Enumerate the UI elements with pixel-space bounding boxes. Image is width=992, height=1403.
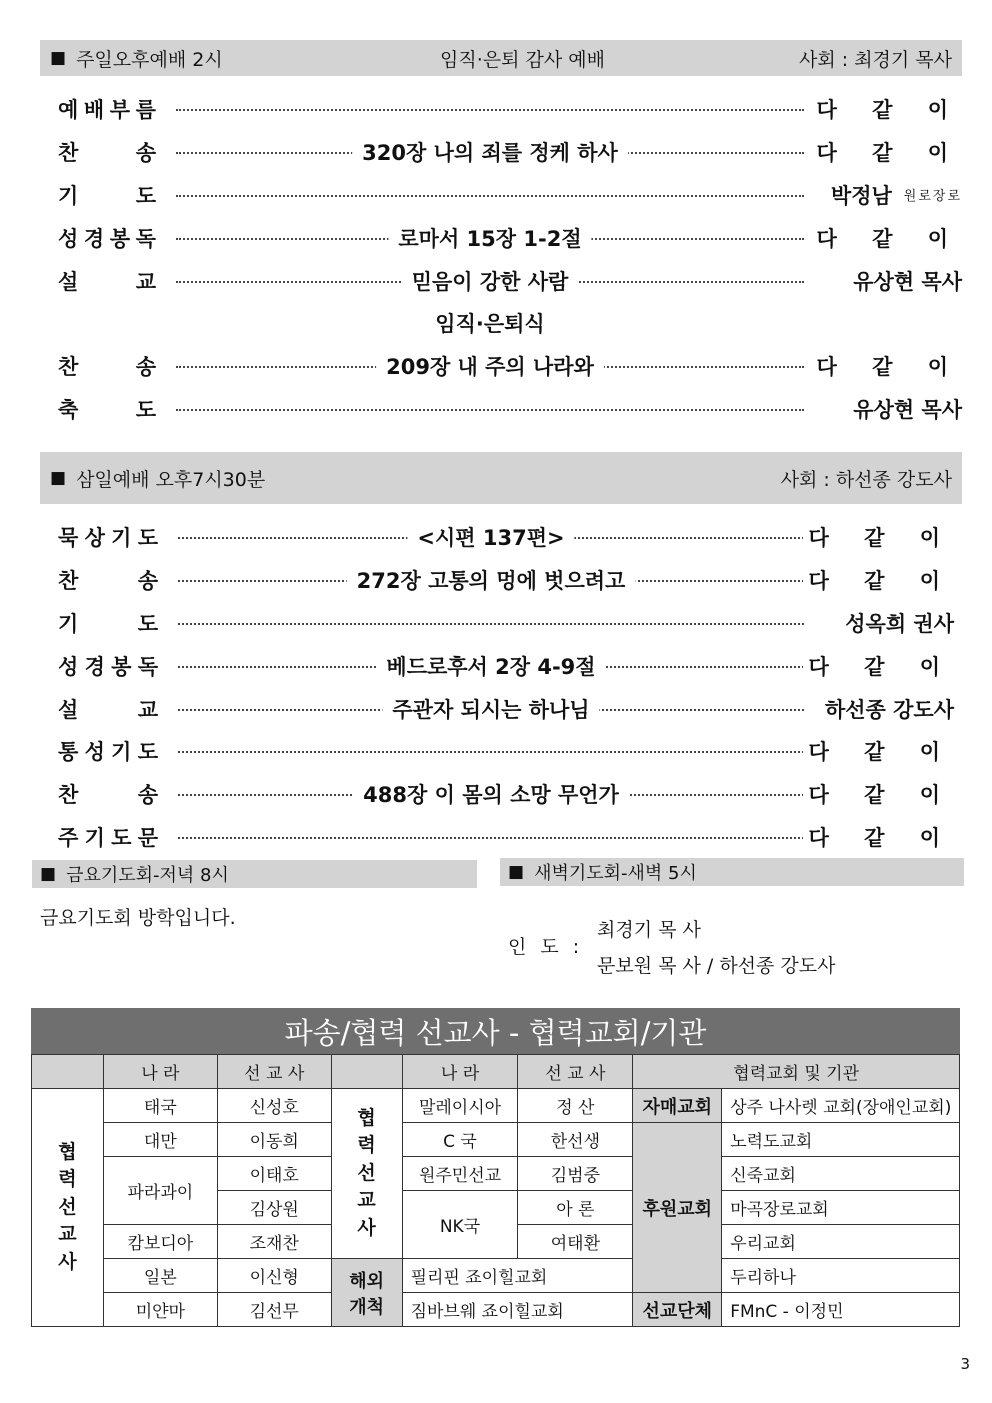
country-cell: 파라과이 (103, 1157, 217, 1225)
support-church: 우리교회 (722, 1225, 960, 1259)
service-item-label: 축 도 (58, 397, 156, 422)
service-row (58, 516, 954, 559)
friday-header (32, 860, 477, 888)
support-church-label: 후원교회 (633, 1123, 722, 1293)
service-item-leader (819, 687, 954, 730)
service-row (58, 816, 954, 859)
overseas-church: 필리핀 죠이힐교회 (402, 1259, 633, 1293)
service-item-leader (803, 644, 954, 687)
header-country: 나 라 (103, 1055, 217, 1089)
service-row (58, 773, 954, 816)
missionary-cell: 이태호 (217, 1157, 331, 1191)
service-item-detail: 272장 고통의 멍에 벗으려고 (347, 559, 636, 602)
service-item-leader-title: 원로장로 (903, 189, 962, 205)
wednesday-title: 삼일예배 오후7시30분 (76, 468, 266, 491)
service-item-label: 성 경 봉 독 (58, 654, 158, 679)
group-label-text: 해외 개척 (349, 1270, 384, 1318)
service-row (58, 687, 954, 730)
service-item-label: 찬 송 (58, 783, 158, 808)
support-church: 노력도교회 (722, 1123, 960, 1157)
service-item-label: 예 배 부 름 (58, 98, 156, 123)
support-church: 신죽교회 (722, 1157, 960, 1191)
service-item-detail: 로마서 15장 1-2절 (388, 216, 591, 259)
service-item-detail: 주관자 되시는 하나님 (382, 687, 599, 730)
missionary-cell: 정 산 (518, 1089, 633, 1123)
country-cell: 태국 (103, 1089, 217, 1123)
service-item-label: 설 교 (58, 697, 158, 722)
sister-church-label: 자매교회 (633, 1089, 722, 1123)
table-row (32, 1089, 960, 1123)
table-row (32, 1055, 960, 1089)
missionary-cell: 김범중 (518, 1157, 633, 1191)
square-bullet-icon: ■ (40, 864, 57, 884)
friday-notice: 금요기도회 방학입니다. (40, 907, 236, 929)
wednesday-host: 사회 : 하선종 강도사 (780, 468, 952, 491)
mission-org-label: 선교단체 (633, 1293, 722, 1327)
service-item-leader-name: 다 같 이 (808, 569, 954, 594)
service-item-leader-name: 다 같 이 (816, 98, 962, 123)
header-cell (32, 1055, 104, 1089)
sister-church: 상주 나사렛 교회(장애인교회) (722, 1089, 960, 1123)
service-item-leader-name: 유상현 목사 (853, 397, 962, 422)
service-item-leader-name: 성옥희 권사 (845, 611, 954, 636)
support-church: 두리하나 (722, 1259, 960, 1293)
missionary-cell: 이동희 (217, 1123, 331, 1157)
service-item-detail: 488장 이 몸의 소망 무언가 (353, 773, 629, 816)
service-item-leader (847, 259, 962, 302)
group-label-text: 협 력 선 교 사 (58, 1140, 77, 1273)
sunday-host: 사회 : 최경기 목사 (799, 48, 952, 71)
service-row (58, 559, 954, 602)
group-label-text: 협 력 선 교 사 (357, 1106, 376, 1239)
missionary-cell: 여태환 (518, 1225, 633, 1259)
service-item-leader-name: 박정남 (830, 183, 892, 208)
service-item-leader-name: 다 같 이 (816, 355, 962, 380)
dawn-header (500, 858, 964, 886)
service-item-leader (803, 730, 954, 773)
support-church: 마곡장로교회 (722, 1191, 960, 1225)
country-cell: 대만 (103, 1123, 217, 1157)
sunday-header (40, 40, 962, 76)
service-item-leader (803, 773, 954, 816)
service-item-leader-name: 다 같 이 (808, 654, 954, 679)
service-item-label: 설 교 (58, 269, 156, 294)
dawn-leader-label: 인 도 : (508, 936, 584, 958)
missionary-cell: 김선무 (217, 1293, 331, 1327)
square-bullet-icon: ■ (508, 862, 525, 882)
dawn-leader-1: 최경기 목 사 (597, 919, 701, 941)
group-label-3 (331, 1259, 402, 1327)
country-cell: 일본 (103, 1259, 217, 1293)
mission-table (31, 1054, 960, 1327)
missionary-cell: 아 론 (518, 1191, 633, 1225)
wednesday-order (58, 516, 954, 858)
service-item-label: 찬 송 (58, 569, 158, 594)
service-item-leader (811, 216, 962, 259)
service-item-leader-name: 다 같 이 (808, 825, 954, 850)
dotted-leader (176, 109, 804, 111)
country-cell: NK국 (402, 1191, 518, 1259)
service-item-detail: 베드로후서 2장 4-9절 (376, 644, 605, 687)
dotted-leader (176, 195, 804, 197)
service-row (58, 216, 962, 259)
table-row (32, 1259, 960, 1293)
service-item-leader-name: 다 같 이 (808, 783, 954, 808)
country-cell: 말레이시아 (402, 1089, 518, 1123)
missionary-cell: 한선생 (518, 1123, 633, 1157)
service-item-label: 기 도 (58, 183, 156, 208)
service-item-leader (803, 816, 954, 859)
service-row (58, 259, 962, 302)
country-cell: 캄보디아 (103, 1225, 217, 1259)
table-row (32, 1123, 960, 1157)
service-item-detail: 320장 나의 죄를 정케 하사 (352, 131, 628, 174)
service-item-label: 찬 송 (58, 355, 156, 380)
service-row (58, 88, 962, 131)
table-row (32, 1157, 960, 1191)
service-item-leader (825, 174, 962, 217)
service-item-leader (811, 131, 962, 174)
service-row (58, 388, 962, 431)
dotted-leader (178, 623, 804, 625)
sunday-title: 주일오후예배 2시 (76, 48, 223, 71)
page-number: 3 (960, 1355, 970, 1373)
country-cell: 원주민선교 (402, 1157, 518, 1191)
service-item-leader (803, 516, 954, 559)
dawn-title: 새벽기도회-새벽 5시 (534, 863, 697, 884)
service-item-label: 기 도 (58, 611, 158, 636)
service-item-label: 통 성 기 도 (58, 740, 158, 765)
service-item-leader-name: 다 같 이 (816, 226, 962, 251)
service-row (58, 345, 962, 388)
sunday-order (58, 88, 962, 430)
service-row (58, 730, 954, 773)
wednesday-header (40, 452, 962, 504)
missionary-cell: 김상원 (217, 1191, 331, 1225)
service-row (58, 131, 962, 174)
service-item-leader-name: 유상현 목사 (853, 269, 962, 294)
missionary-cell: 이신형 (217, 1259, 331, 1293)
country-cell: 미얀마 (103, 1293, 217, 1327)
header-missionary: 선 교 사 (217, 1055, 331, 1089)
service-item-leader-name: 하선종 강도사 (824, 697, 954, 722)
service-item-label: 성 경 봉 독 (58, 226, 156, 251)
service-row (58, 302, 962, 345)
dotted-leader (176, 409, 804, 411)
service-item-label: 주 기 도 문 (58, 825, 158, 850)
service-item-leader-name: 다 같 이 (808, 526, 954, 551)
header-missionary: 선 교 사 (518, 1055, 633, 1089)
dawn-leader-2: 문보원 목 사 / 하선종 강도사 (597, 955, 836, 977)
service-item-detail: 209장 내 주의 나라와 (376, 345, 604, 388)
missionary-cell: 신성호 (217, 1089, 331, 1123)
service-row (58, 644, 954, 687)
overseas-church: 짐바브웨 죠이힐교회 (402, 1293, 633, 1327)
service-item-leader (839, 602, 954, 645)
service-item-label: 묵 상 기 도 (58, 526, 158, 551)
service-item-detail: <시편 137편> (407, 516, 574, 559)
service-row (58, 602, 954, 645)
sunday-subtitle: 임직·은퇴 감사 예배 (440, 48, 605, 71)
group-label-2 (331, 1089, 402, 1259)
service-item-leader (803, 559, 954, 602)
service-item-leader-name: 다 같 이 (816, 141, 962, 166)
country-cell: C 국 (402, 1123, 518, 1157)
service-item-leader (811, 345, 962, 388)
service-item-leader (847, 388, 962, 431)
mission-title: 파송/협력 선교사 - 협력교회/기관 (31, 1008, 960, 1055)
header-cell (331, 1055, 402, 1089)
missionary-cell: 조재찬 (217, 1225, 331, 1259)
header-country: 나 라 (402, 1055, 518, 1089)
table-row (32, 1293, 960, 1327)
dotted-leader (178, 751, 804, 753)
mission-org: FMnC - 이정민 (722, 1293, 960, 1327)
dotted-leader (178, 837, 804, 839)
group-label-1 (32, 1089, 104, 1327)
service-item-detail: 임직·은퇴식 (435, 312, 545, 337)
service-item-detail: 믿음이 강한 사람 (402, 259, 579, 302)
service-item-leader (811, 88, 962, 131)
square-bullet-icon: ■ (50, 48, 67, 68)
header-church: 협력교회 및 기관 (633, 1055, 960, 1089)
service-item-leader-name: 다 같 이 (808, 740, 954, 765)
square-bullet-icon: ■ (50, 468, 67, 488)
friday-title: 금요기도회-저녁 8시 (66, 865, 229, 886)
service-item-label: 찬 송 (58, 141, 156, 166)
service-row (58, 174, 962, 217)
